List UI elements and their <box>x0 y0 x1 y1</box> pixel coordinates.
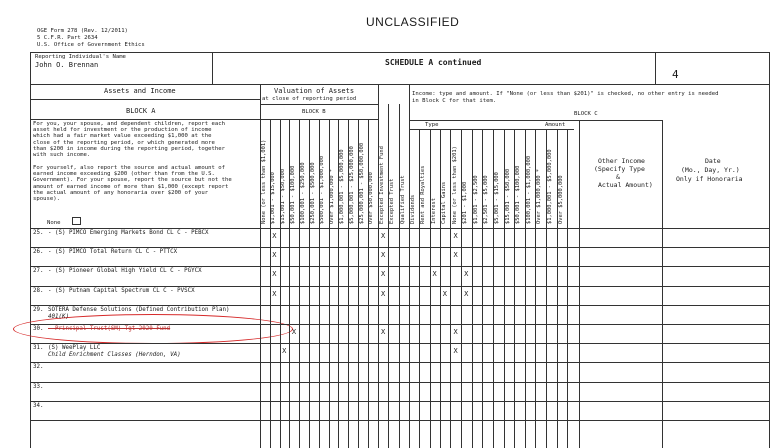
income-type-column-header: Excepted Investment Fund <box>379 146 385 224</box>
instruction-line: amount of earned income of more than $1,000 (except report <box>33 183 229 190</box>
valuation-column-header: $50,001 - $100,000 <box>289 165 296 224</box>
income-amount-mark: X <box>453 347 458 356</box>
block-b-subtitle: at close of reporting period <box>262 96 357 102</box>
row-divider <box>30 401 770 402</box>
income-amount-column-header: $5,001 - $15,000 <box>493 172 500 224</box>
valuation-column-header: $15,001 - $50,000 <box>280 168 287 224</box>
instruction-line: earned income exceeding $200 (other than from the U.S. <box>33 171 215 178</box>
valuation-column-header: $1,000,001 - $5,000,000 <box>338 149 345 224</box>
income-amount-column-header: $15,001 - $50,000 <box>504 168 511 224</box>
other-income-line: Other Income <box>598 157 645 165</box>
income-type-column-header: Qualified Trust <box>399 175 406 224</box>
income-type-mark: X <box>381 328 386 336</box>
instruction-line: the actual amount of any honoraria over $200 of your <box>33 189 209 196</box>
income-type-column-header: Interest <box>430 198 437 224</box>
block-a-title: Assets and Income <box>104 87 176 95</box>
valuation-column-header: $5,000,001 - $25,000,000 <box>348 146 355 224</box>
income-amount-column-header: None (or less than $201) <box>451 146 458 224</box>
row-divider <box>30 382 770 383</box>
income-type-mark: X <box>381 251 386 260</box>
row-number: 29. <box>33 306 44 313</box>
instruction-line: than $200 in income during the reporting period, together <box>33 145 225 152</box>
grid-vline <box>388 104 389 448</box>
instruction-line: asset held for investment or the production of income <box>33 127 212 134</box>
asset-name: - (S) PIMCO Emerging Markets Bond CL C - PEBCX <box>48 230 209 236</box>
valuation-column-header: $250,001 - $500,000 <box>309 162 316 224</box>
row-number: 28. <box>33 287 44 294</box>
asset-detail: Child Enrichment Classes (Herndon, VA) <box>48 352 181 359</box>
valuation-mark: X <box>272 251 277 260</box>
asset-name: - Principal Trust(SM) Tgt 2020 Fund <box>48 326 171 332</box>
block-c-intro-2: in Block C for that item. <box>412 98 497 104</box>
grid-vline <box>358 119 359 448</box>
form-id-line-1: OGE Form 278 (Rev. 12/2011) <box>37 28 128 34</box>
none-checkbox[interactable] <box>72 217 81 225</box>
valuation-mark: X <box>291 328 297 336</box>
instruction-line: with such income. <box>33 152 91 158</box>
valuation-column-header: Over $50,000,000 <box>368 172 375 224</box>
asset-name: - (S) Putnam Capital Spectrum CL C - PVSCX <box>48 287 195 294</box>
amount-label: Amount <box>545 122 566 128</box>
asset-name: SOTERA Defense Solutions (Defined Contribution Plan) <box>48 306 230 313</box>
form-id-line-3: U.S. Office of Government Ethics <box>37 42 145 48</box>
income-amount-column-header: $100,001 - $1,000,000 <box>525 155 532 224</box>
income-amount-mark: X <box>453 251 458 260</box>
income-type-mark: X <box>381 289 386 298</box>
income-amount-mark: X <box>464 270 469 279</box>
row-number: 30. <box>33 326 44 332</box>
income-amount-mark: X <box>464 289 469 298</box>
row-number: 33. <box>33 383 44 390</box>
income-amount-column-header: $1,001 - $2,500 <box>472 175 479 224</box>
income-amount-column-header: $2,501 - $5,000 <box>483 175 490 224</box>
valuation-mark: X <box>272 232 277 240</box>
row-divider <box>30 247 770 248</box>
row-number: 32. <box>33 364 44 371</box>
row-divider <box>30 324 770 325</box>
income-type-column-header: Dividends <box>409 194 416 224</box>
valuation-mark: X <box>282 347 287 356</box>
grid-vline <box>348 119 349 448</box>
grid-vline <box>280 119 281 448</box>
income-amount-mark: X <box>453 232 458 240</box>
valuation-mark: X <box>272 270 277 279</box>
form-id-line-2: 5 C.F.R. Part 2634 <box>37 35 98 41</box>
grid-vline <box>289 119 290 448</box>
row-number: 25. <box>33 230 44 236</box>
grid-vline <box>299 119 300 448</box>
income-amount-column-header: $1,000,001 - $5,000,000 <box>546 149 553 224</box>
block-b-title: Valuation of Assets <box>274 87 355 95</box>
reporting-individual-label: Reporting Individual's Name <box>35 54 126 60</box>
valuation-column-header: None (or less than $1,001) <box>260 139 267 224</box>
income-amount-column-header: Over $1,000,000 * <box>536 168 543 224</box>
income-amount-column-header: $50,001 - $100,000 <box>515 165 522 224</box>
grid-vline <box>579 120 580 448</box>
grid-vline <box>662 120 663 448</box>
row-number: 27. <box>33 268 44 275</box>
valuation-column-header: $1,001 - $15,000 <box>270 172 277 224</box>
row-number: 31. <box>33 345 44 352</box>
grid-vline <box>319 119 320 448</box>
income-amount-column-header: $201 - $1,000 <box>462 181 469 224</box>
income-type-column-header: Excepted Trust <box>389 178 396 224</box>
row-divider <box>30 343 770 344</box>
valuation-column-header: Over $1,000,000 * <box>329 168 336 224</box>
header-bottom-line <box>30 228 770 229</box>
instruction-line: For yourself, also report the source and actual amount of <box>33 165 225 171</box>
valuation-column-header: $100,001 - $250,000 <box>299 162 306 224</box>
grid-vline <box>338 119 339 448</box>
row-number: 34. <box>33 402 44 409</box>
income-type-mark: X <box>442 289 448 298</box>
asset-name: (S) WeePlay LLC <box>48 345 101 352</box>
block-b-label: BLOCK B <box>302 109 326 115</box>
income-amount-mark: X <box>453 328 458 336</box>
other-income-line: & <box>616 173 620 181</box>
income-type-column-header: Rent and Royalties <box>420 165 427 224</box>
date-header-line: Only if Honoraria <box>676 175 743 183</box>
schedule-title: SCHEDULE A continued <box>385 58 482 67</box>
row-divider <box>30 266 770 267</box>
instruction-line: spouse). <box>33 196 60 202</box>
row-divider <box>30 286 770 287</box>
row-divider <box>30 362 770 363</box>
income-type-mark: X <box>381 232 386 240</box>
other-income-line: Actual Amount) <box>598 181 653 189</box>
income-type-column-header: Capital Gains <box>440 181 447 224</box>
income-type-mark: X <box>381 270 386 279</box>
date-header-line: Date <box>705 157 721 165</box>
block-c-label: BLOCK C <box>574 111 598 117</box>
row-divider <box>30 305 770 306</box>
reporting-individual-name: John O. Brennan <box>35 61 99 69</box>
valuation-column-header: $25,000,001 - $50,000,000 <box>358 142 365 224</box>
row-number: 26. <box>33 249 44 256</box>
none-label: None <box>47 220 61 226</box>
block-c-intro: Income: type and amount. If "None (or less than $201)" is checked, no other entry is needed <box>412 91 719 97</box>
grid-vline <box>368 119 369 448</box>
grid-vline <box>329 119 330 448</box>
other-income-line: (Specify Type <box>594 165 645 173</box>
type-label: Type <box>425 122 439 128</box>
row-divider <box>30 420 770 421</box>
page-number: 4 <box>672 68 679 81</box>
income-amount-column-header: Over $5,000,000 <box>557 175 564 224</box>
valuation-column-header: $500,001 - $1,000,000 <box>319 155 326 224</box>
asset-detail: 401(K) <box>48 313 69 320</box>
instruction-line: close of the reporting period, or which generated more <box>33 139 215 146</box>
instruction-line: which had a fair market value exceeding $1,000 at the <box>33 133 212 140</box>
grid-vline <box>309 119 310 448</box>
grid-vline <box>270 119 271 448</box>
asset-name: - (S) PIMCO Total Return CL C - PTTCX <box>48 249 178 256</box>
valuation-mark: X <box>272 289 277 298</box>
grid-vline <box>399 104 400 448</box>
classification-banner: UNCLASSIFIED <box>366 15 460 29</box>
asset-name: - (S) Pioneer Global High Yield CL C - PGYCX <box>48 268 202 275</box>
block-a-label: BLOCK A <box>126 107 156 115</box>
instruction-line: Government). For your spouse, report the source but not the <box>33 177 232 184</box>
date-header-line: (Mo., Day, Yr.) <box>681 166 740 174</box>
instruction-line: For you, your spouse, and dependent children, report each <box>33 121 225 127</box>
income-type-mark: X <box>432 270 437 279</box>
